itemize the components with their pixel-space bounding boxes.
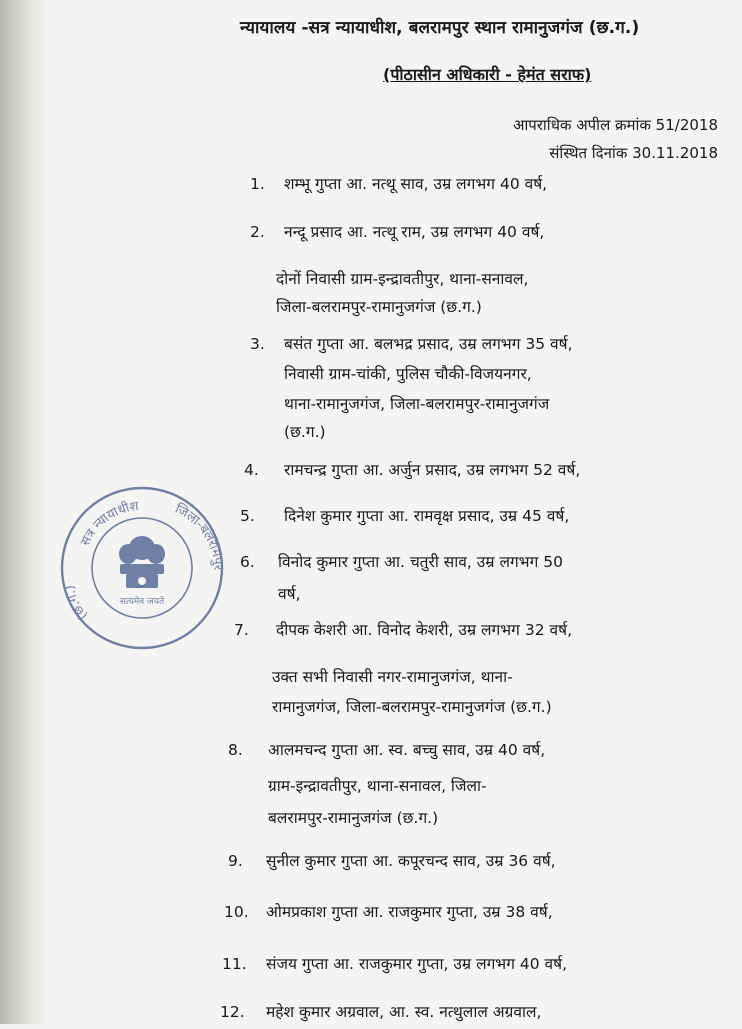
item-text: बलरामपुर-रामानुजगंज (छ.ग.) xyxy=(268,809,439,827)
seal-top-text: सत्र न्यायाधीश xyxy=(78,499,140,549)
item-text: बसंत गुप्ता आ. बलभद्र प्रसाद, उम्र लगभग 35 वर्ष, xyxy=(284,335,573,353)
item-text: महेश कुमार अग्रवाल, आ. स्व. नत्थुलाल अग्रवाल, xyxy=(266,1003,542,1021)
presiding-officer: (पीठासीन अधिकारी - हेमंत सराफ) xyxy=(383,65,592,84)
item-text: आलमचन्द गुप्ता आ. स्व. बच्चु साव, उम्र 40 वर्ष, xyxy=(268,741,546,759)
item-number: 10. xyxy=(224,903,249,921)
item-number: 12. xyxy=(220,1003,245,1021)
item-text: थाना-रामानुजगंज, जिला-बलरामपुर-रामानुजगंज xyxy=(284,395,550,413)
seal-motto: सत्यमेव जयते xyxy=(119,597,165,607)
appeal-number: आपराधिक अपील क्रमांक 51/2018 xyxy=(512,116,718,134)
court-seal-stamp xyxy=(56,482,228,654)
item-text: निवासी ग्राम-चांकी, पुलिस चौकी-विजयनगर, xyxy=(284,365,532,383)
item-text: दिनेश कुमार गुप्ता आ. रामवृक्ष प्रसाद, उम्र 45 वर्ष, xyxy=(284,507,570,525)
item-text: (छ.ग.) xyxy=(284,423,326,441)
address-line: जिला-बलरामपुर-रामानुजगंज (छ.ग.) xyxy=(276,298,482,316)
item-number: 3. xyxy=(250,335,265,353)
item-text: सुनील कुमार गुप्ता आ. कपूरचन्द साव, उम्र 36 वर्ष, xyxy=(266,852,556,870)
item-number: 5. xyxy=(240,507,255,525)
item-number: 1. xyxy=(250,175,265,193)
item-number: 6. xyxy=(240,553,255,571)
item-number: 11. xyxy=(222,955,247,973)
seal-left-text: (छ.ग.) xyxy=(62,583,91,623)
item-text: दीपक केशरी आ. विनोद केशरी, उम्र लगभग 32 वर्ष, xyxy=(276,621,572,639)
item-number: 4. xyxy=(244,461,259,479)
item-text: ओमप्रकाश गुप्ता आ. राजकुमार गुप्ता, उम्र 38 वर्ष, xyxy=(266,903,553,921)
address-line: रामानुजगंज, जिला-बलरामपुर-रामानुजगंज (छ.ग.) xyxy=(272,698,552,716)
seal-right-text: जिला-बलरामपुर xyxy=(172,501,226,571)
item-text: ग्राम-इन्द्रावतीपुर, थाना-सनावल, जिला- xyxy=(268,777,487,795)
item-number: 9. xyxy=(228,852,243,870)
page-edge-shadow xyxy=(0,0,52,1024)
item-text: नन्दू प्रसाद आ. नत्थू राम, उम्र लगभग 40 वर्ष, xyxy=(284,223,545,241)
item-text: संजय गुप्ता आ. राजकुमार गुप्ता, उम्र लगभग 40 वर्ष, xyxy=(266,955,568,973)
address-line: उक्त सभी निवासी नगर-रामानुजगंज, थाना- xyxy=(272,668,513,686)
instituted-date: संस्थित दिनांक 30.11.2018 xyxy=(549,144,718,162)
address-line: दोनों निवासी ग्राम-इन्द्रावतीपुर, थाना-सनावल, xyxy=(276,270,529,288)
item-text: रामचन्द्र गुप्ता आ. अर्जुन प्रसाद, उम्र लगभग 52 वर्ष, xyxy=(284,461,581,479)
item-text: विनोद कुमार गुप्ता आ. चतुरी साव, उम्र लगभग 50 xyxy=(278,553,563,571)
national-emblem-icon xyxy=(119,536,165,588)
court-heading: न्यायालय -सत्र न्यायाधीश, बलरामपुर स्थान रामानुजगंज (छ.ग.) xyxy=(240,18,640,38)
item-number: 7. xyxy=(234,621,249,639)
item-text: वर्ष, xyxy=(278,585,301,603)
item-text: शम्भू गुप्ता आ. नत्थू साव, उम्र लगभग 40 वर्ष, xyxy=(284,175,548,193)
item-number: 2. xyxy=(250,223,265,241)
item-number: 8. xyxy=(228,741,243,759)
